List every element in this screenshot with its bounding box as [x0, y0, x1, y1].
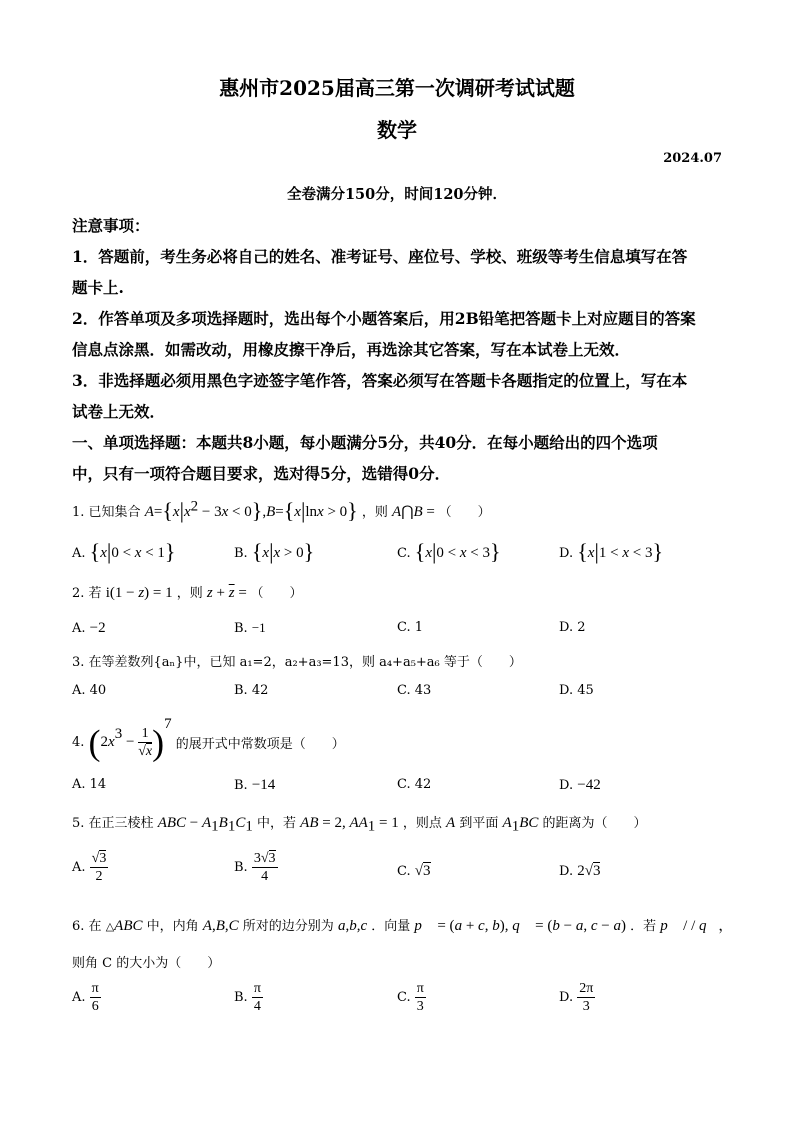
q2-option-a[interactable]: A. −2 — [72, 620, 106, 636]
q3-option-c[interactable]: C. 43 — [397, 683, 432, 698]
q4-option-b[interactable]: B. −14 — [234, 777, 276, 793]
question-1: 1. 已知集合 $A=\{x|x^2 - 3x < 0\},B=\{x|\ln x > 0\}$ ，则 A⋂B = （ ） — [72, 498, 491, 523]
q1-option-a[interactable]: A. {x|0 < x < 1} — [72, 539, 176, 564]
notes-line-5: 3．非选择题必须用黑色字迹签字笔作答，答案必须写在答题卡各题指定的位置上，写在本 — [72, 371, 688, 390]
q3-option-d[interactable]: D. 45 — [559, 683, 594, 698]
section1-line-2: 中，只有一项符合题目要求，选对得5分，选错得0分． — [72, 464, 451, 483]
q1-option-d[interactable]: D. {x|1 < x < 3} — [559, 539, 664, 564]
subject-title: 数学 — [377, 118, 417, 142]
q3-option-a[interactable]: A. 40 — [72, 683, 107, 698]
question-6-line-2: 则角 C 的大小为（ ） — [72, 956, 221, 971]
q6-option-c[interactable]: C. $\frac{\pi}{3}$ — [397, 981, 424, 1014]
q5-option-a[interactable]: A. $\frac{√3}{2}$ — [72, 851, 107, 884]
notes-heading: 注意事项： — [72, 216, 150, 235]
q5-option-d[interactable]: D. 2√3 — [559, 863, 601, 879]
q2-option-b[interactable]: B. −1 — [234, 620, 266, 636]
q6-option-a[interactable]: A. $\frac{\pi}{6}$ — [72, 981, 99, 1014]
q6-option-d[interactable]: D. $\frac{2\pi}{3}$ — [559, 981, 594, 1014]
question-4: 4. ($2x^3$ − $\frac{1}{√x}$ )$^7$ 的展开式中常数项是（ ） — [72, 716, 345, 763]
exam-date: 2024.07 — [663, 151, 722, 166]
question-3: 3. 在等差数列{aₙ}中，已知 a₁=2，a₂+a₃=13，则 a₄+a₅+a₆ 等于（ ） — [72, 655, 522, 670]
q1-option-b[interactable]: B. {x|x > 0} — [234, 539, 315, 564]
q4-option-d[interactable]: D. −42 — [559, 777, 601, 793]
notes-line-1: 1．答题前，考生务必将自己的姓名、准考证号、座位号、学校、班级等考生信息填写在答 — [72, 247, 688, 266]
notes-line-3: 2．作答单项及多项选择题时，选出每个小题答案后，用2B铅笔把答题卡上对应题目的答案 — [72, 309, 696, 328]
notes-line-4: 信息点涂黑．如需改动，用橡皮擦干净后，再选涂其它答案，写在本试卷上无效． — [72, 340, 631, 359]
q4-option-c[interactable]: C. 42 — [397, 777, 432, 792]
exam-title: 惠州市2025届高三第一次调研考试试题 — [219, 76, 575, 100]
notes-line-6: 试卷上无效． — [72, 402, 166, 421]
q5-option-b[interactable]: B. $\frac{3√3}{4}$ — [234, 851, 276, 884]
notes-line-2: 题卡上. — [72, 278, 124, 297]
q2-option-c[interactable]: C. 1 — [397, 620, 424, 635]
q2-option-d[interactable]: D. 2 — [559, 620, 586, 635]
q3-option-b[interactable]: B. 42 — [234, 683, 269, 698]
exam-info: 全卷满分150分，时间120分钟． — [286, 186, 508, 203]
question-5: 5. 在正三棱柱 ABC − $A_1B_1C_1$ 中，若 AB = 2, $AA_1 = 1$ ，则点 A 到平面 $A_1BC$ 的距离为（ ） — [72, 815, 647, 835]
q4-option-a[interactable]: A. 14 — [72, 777, 107, 792]
section1-line-1: 一、单项选择题：本题共8小题，每小题满分5分，共40分．在每小题给出的四个选项 — [72, 433, 658, 452]
question-2: 2. 若 i(1 − z) = 1 ，则 $z + \overline{z}$ = （ ） — [72, 585, 303, 601]
q6-option-b[interactable]: B. $\frac{\pi}{4}$ — [234, 981, 261, 1014]
q1-option-c[interactable]: C. {x|0 < x < 3} — [397, 539, 501, 564]
question-6: 6. 在 △ABC 中，内角 A,B,C 所对的边分别为 a,b,c ．向量 p⃗ = (a + c, b), q⃗ = (b − a, c − a) ．若 p⃗ / / q⃗， — [72, 918, 734, 934]
q5-option-c[interactable]: C. √3 — [397, 863, 431, 879]
